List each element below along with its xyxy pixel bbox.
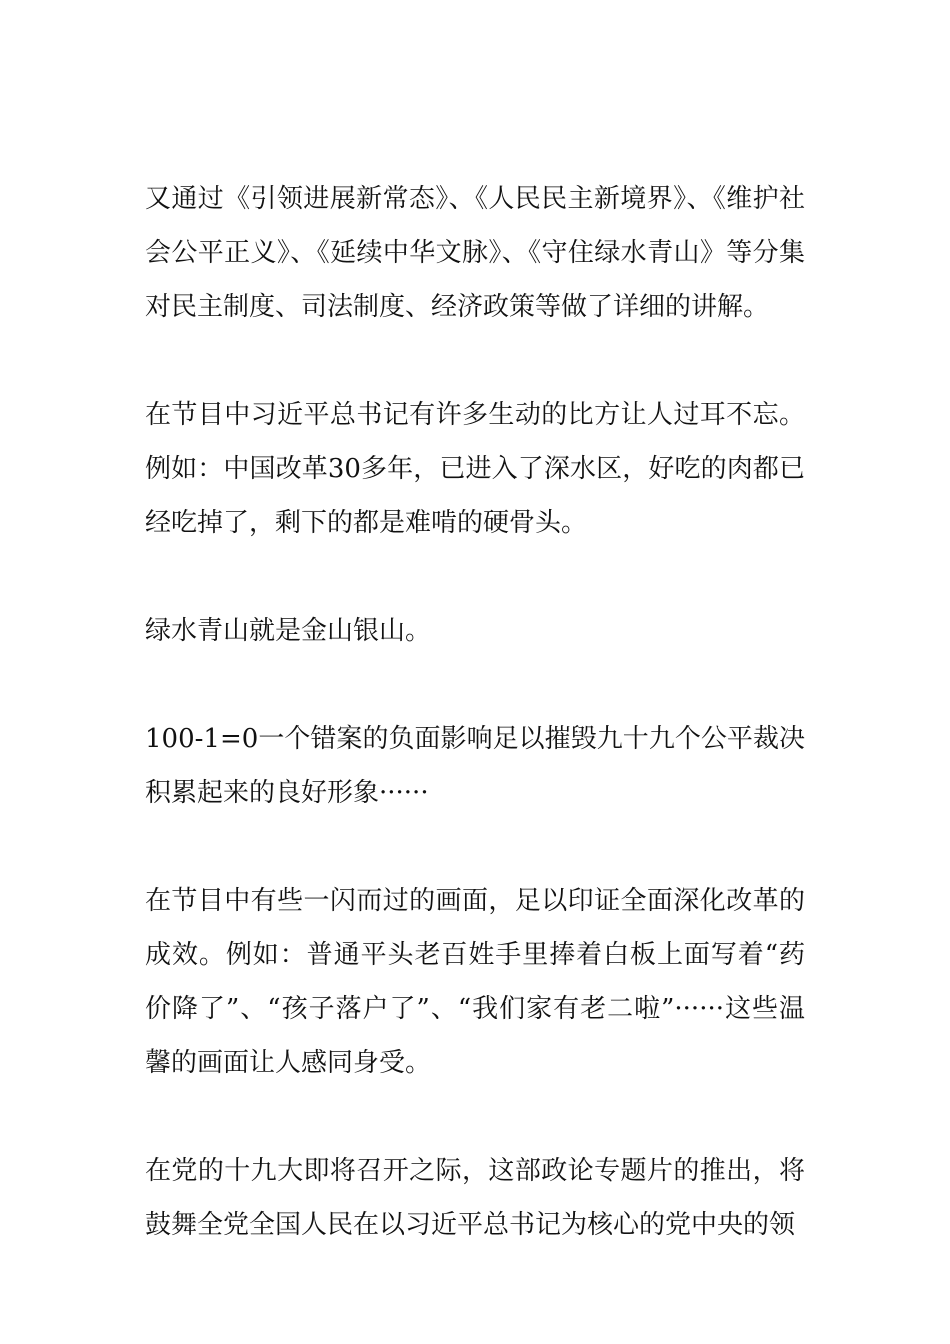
paragraph-4: 100-1=0一个错案的负面影响足以摧毁九十九个公平裁决积累起来的良好形象······ xyxy=(145,724,805,808)
paragraph-6: 在党的十九大即将召开之际，这部政论专题片的推出，将鼓舞全党全国人民在以习近平总书记为核心的党中央的领 xyxy=(145,1156,805,1240)
document-body xyxy=(145,172,805,1306)
paragraph-1: 又通过《引领进展新常态》、《人民民主新境界》、《维护社会公平正义》、《延续中华文脉》、《守住绿水青山》等分集对民主制度、司法制度、经济政策等做了详细的讲解。 xyxy=(145,184,805,322)
paragraph-5: 在节目中有些一闪而过的画面，足以印证全面深化改革的成效。例如：普通平头老百姓手里捧着白板上面写着“药价降了”、“孩子落户了”、“我们家有老二啦”······这些温馨的画面让人感同身受。 xyxy=(145,886,805,1078)
paragraph-2: 在节目中习近平总书记有许多生动的比方让人过耳不忘。例如：中国改革30多年，已进入了深水区，好吃的肉都已经吃掉了，剩下的都是难啃的硬骨头。 xyxy=(145,400,805,538)
paragraph-3: 绿水青山就是金山银山。 xyxy=(145,616,432,646)
